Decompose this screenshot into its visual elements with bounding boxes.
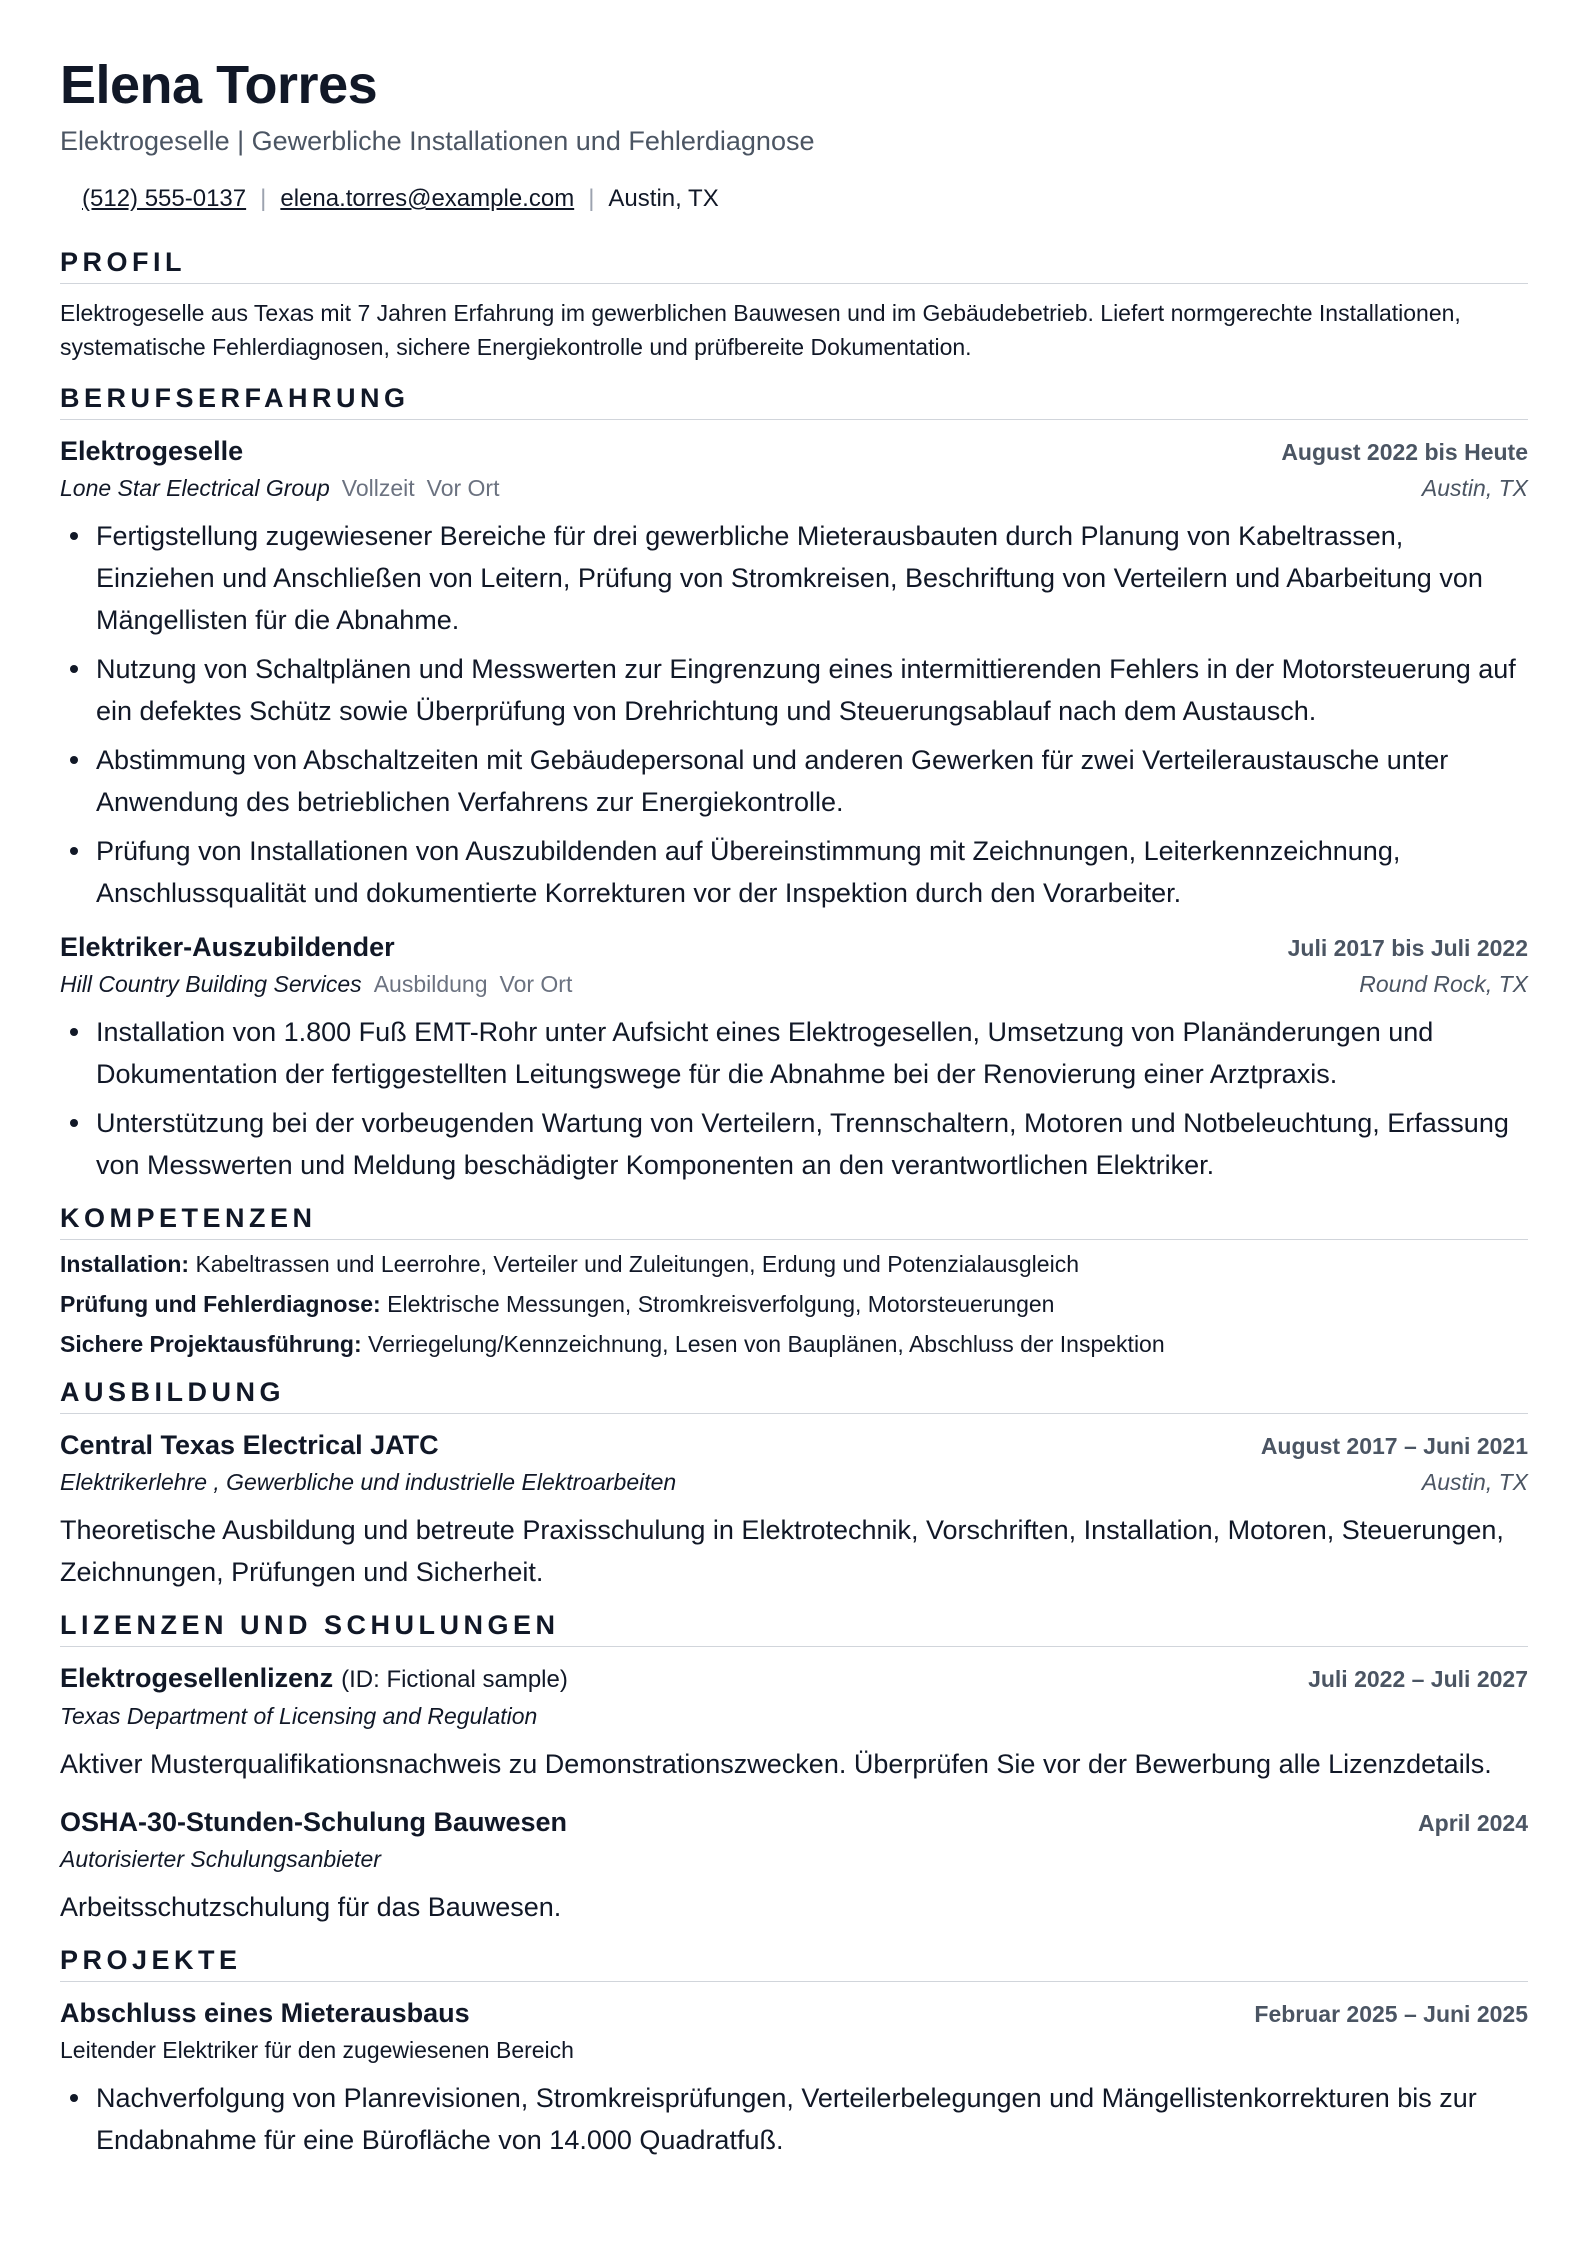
project-bullet: Nachverfolgung von Planrevisionen, Stromkreisprüfungen, Verteilerbelegungen und Mängellistenkorrekturen bis zur Endabnahme für eine Bürofläche von 14.000 Quadratfuß. bbox=[96, 2077, 1528, 2161]
license-name: Elektrogesellenlizenz bbox=[60, 1663, 334, 1693]
job-bullet: Fertigstellung zugewiesener Bereiche für drei gewerbliche Mieterausbauten durch Planung von Kabeltrassen, Einziehen und Anschließen von Leitern, Prüfung von Stromkreisen, Beschriftung von Verteilern und Abarbeitung von Mängellisten für die Abnahme. bbox=[96, 515, 1528, 641]
contact-separator: | bbox=[260, 185, 267, 212]
project-role: Leitender Elektriker für den zugewiesenen Bereich bbox=[60, 2037, 574, 2063]
section-title-experience: BERUFSERFAHRUNG bbox=[60, 380, 1528, 420]
education-program: Elektrikerlehre , Gewerbliche und industrielle Elektroarbeiten bbox=[60, 1469, 677, 1495]
education-description: Theoretische Ausbildung und betreute Praxisschulung in Elektrotechnik, Vorschriften, Installation, Motoren, Steuerungen, Zeichnungen, Prüfungen und Sicherheit. bbox=[60, 1515, 1504, 1587]
job-bullet: Abstimmung von Abschaltzeiten mit Gebäudepersonal und anderen Gewerken für zwei Verteileraustausche unter Anwendung des betrieblichen Verfahrens zur Energiekontrolle. bbox=[96, 739, 1528, 823]
job-mode: Vor Ort bbox=[426, 475, 500, 501]
job-bullets bbox=[60, 1011, 1528, 1186]
job-type: Vollzeit bbox=[341, 475, 415, 501]
job-company: Lone Star Electrical Group bbox=[60, 475, 330, 501]
skill-label: Prüfung und Fehlerdiagnose: bbox=[60, 1291, 381, 1317]
project-date: Februar 2025 – Juni 2025 bbox=[1254, 2001, 1528, 2027]
project-name: Abschluss eines Mieterausbaus bbox=[60, 1998, 470, 2028]
license-entry bbox=[60, 1803, 1528, 1928]
job-bullet: Installation von 1.800 Fuß EMT-Rohr unter Aufsicht eines Elektrogesellen, Umsetzung von Planänderungen und Dokumentation der fertiggestellten Leitungswege für die Abnahme bei der Renovierung einer Arztpraxis. bbox=[96, 1011, 1528, 1095]
email-link[interactable]: elena.torres@example.com bbox=[280, 185, 575, 212]
contact-line bbox=[60, 182, 1528, 216]
section-title-skills: KOMPETENZEN bbox=[60, 1200, 1528, 1240]
job-date: Juli 2017 bis Juli 2022 bbox=[1287, 935, 1528, 961]
license-date: Juli 2022 – Juli 2027 bbox=[1308, 1666, 1528, 1692]
education-section bbox=[60, 1374, 1528, 1593]
education-location: Austin, TX bbox=[1421, 1469, 1528, 1495]
school-name: Central Texas Electrical JATC bbox=[60, 1430, 439, 1460]
candidate-headline: Elektrogeselle | Gewerbliche Installationen und Fehlerdiagnose bbox=[60, 126, 815, 156]
candidate-name: Elena Torres bbox=[60, 55, 378, 115]
profile-summary: Elektrogeselle aus Texas mit 7 Jahren Erfahrung im gewerblichen Bauwesen und im Gebäudebetrieb. Liefert normgerechte Installationen, systematische Fehlerdiagnosen, sichere Energiekontrolle und prüfbereite Dokumentation. bbox=[60, 300, 1461, 360]
skills-section bbox=[60, 1200, 1528, 1364]
licenses-section bbox=[60, 1607, 1528, 1928]
profile-section bbox=[60, 244, 1528, 364]
license-name: OSHA-30-Stunden-Schulung Bauwesen bbox=[60, 1807, 568, 1837]
skill-row bbox=[60, 1284, 1528, 1324]
license-date: April 2024 bbox=[1418, 1810, 1528, 1836]
job-date: August 2022 bis Heute bbox=[1281, 439, 1528, 465]
skill-value: Verriegelung/Kennzeichnung, Lesen von Bauplänen, Abschluss der Inspektion bbox=[368, 1331, 1165, 1357]
education-entry bbox=[60, 1426, 1528, 1593]
job-entry bbox=[60, 928, 1528, 1186]
resume-header bbox=[60, 52, 1528, 216]
skill-row bbox=[60, 1324, 1528, 1364]
section-title-profile: PROFIL bbox=[60, 244, 1528, 284]
skill-value: Kabeltrassen und Leerrohre, Verteiler und Zuleitungen, Erdung und Potenzialausgleich bbox=[195, 1251, 1079, 1277]
job-location: Round Rock, TX bbox=[1359, 971, 1528, 997]
license-description: Aktiver Musterqualifikationsnachweis zu Demonstrationszwecken. Überprüfen Sie vor der Bewerbung alle Lizenzdetails. bbox=[60, 1749, 1492, 1779]
job-bullets bbox=[60, 515, 1528, 914]
section-title-education: AUSBILDUNG bbox=[60, 1374, 1528, 1414]
location-text: Austin, TX bbox=[608, 185, 719, 212]
section-title-projects: PROJEKTE bbox=[60, 1942, 1528, 1982]
job-bullet: Prüfung von Installationen von Auszubildenden auf Übereinstimmung mit Zeichnungen, Leiterkennzeichnung, Anschlussqualität und dokumentierte Korrekturen vor der Inspektion durch den Vorarbeiter. bbox=[96, 830, 1528, 914]
job-location: Austin, TX bbox=[1421, 475, 1528, 501]
projects-section bbox=[60, 1942, 1528, 2161]
project-entry bbox=[60, 1994, 1528, 2161]
job-mode: Vor Ort bbox=[499, 971, 573, 997]
skill-row bbox=[60, 1244, 1528, 1284]
contact-separator: | bbox=[588, 185, 595, 212]
experience-section bbox=[60, 380, 1528, 1186]
job-title: Elektrogeselle bbox=[60, 436, 244, 466]
license-description: Arbeitsschutzschulung für das Bauwesen. bbox=[60, 1892, 562, 1922]
job-title: Elektriker-Auszubildender bbox=[60, 932, 395, 962]
job-company: Hill Country Building Services bbox=[60, 971, 362, 997]
job-entry bbox=[60, 432, 1528, 914]
education-date: August 2017 – Juni 2021 bbox=[1260, 1433, 1528, 1459]
project-bullets bbox=[60, 2077, 1528, 2161]
job-bullet: Unterstützung bei der vorbeugenden Wartung von Verteilern, Trennschaltern, Motoren und Notbeleuchtung, Erfassung von Messwerten und Meldung beschädigter Komponenten an den verantwortlichen Elektriker. bbox=[96, 1102, 1528, 1186]
license-issuer: Autorisierter Schulungsanbieter bbox=[60, 1846, 381, 1872]
skill-value: Elektrische Messungen, Stromkreisverfolgung, Motorsteuerungen bbox=[387, 1291, 1055, 1317]
section-title-licenses: LIZENZEN UND SCHULUNGEN bbox=[60, 1607, 1528, 1647]
license-entry bbox=[60, 1659, 1528, 1785]
skill-label: Installation: bbox=[60, 1251, 190, 1277]
job-type: Ausbildung bbox=[373, 971, 488, 997]
job-bullet: Nutzung von Schaltplänen und Messwerten zur Eingrenzung eines intermittierenden Fehlers in der Motorsteuerung auf ein defektes Schütz sowie Überprüfung von Drehrichtung und Steuerungsablauf nach dem Austausch. bbox=[96, 648, 1528, 732]
skill-label: Sichere Projektausführung: bbox=[60, 1331, 362, 1357]
phone-link[interactable]: (512) 555-0137 bbox=[82, 185, 247, 212]
license-issuer: Texas Department of Licensing and Regulation bbox=[60, 1703, 538, 1729]
license-id: (ID: Fictional sample) bbox=[341, 1666, 568, 1693]
